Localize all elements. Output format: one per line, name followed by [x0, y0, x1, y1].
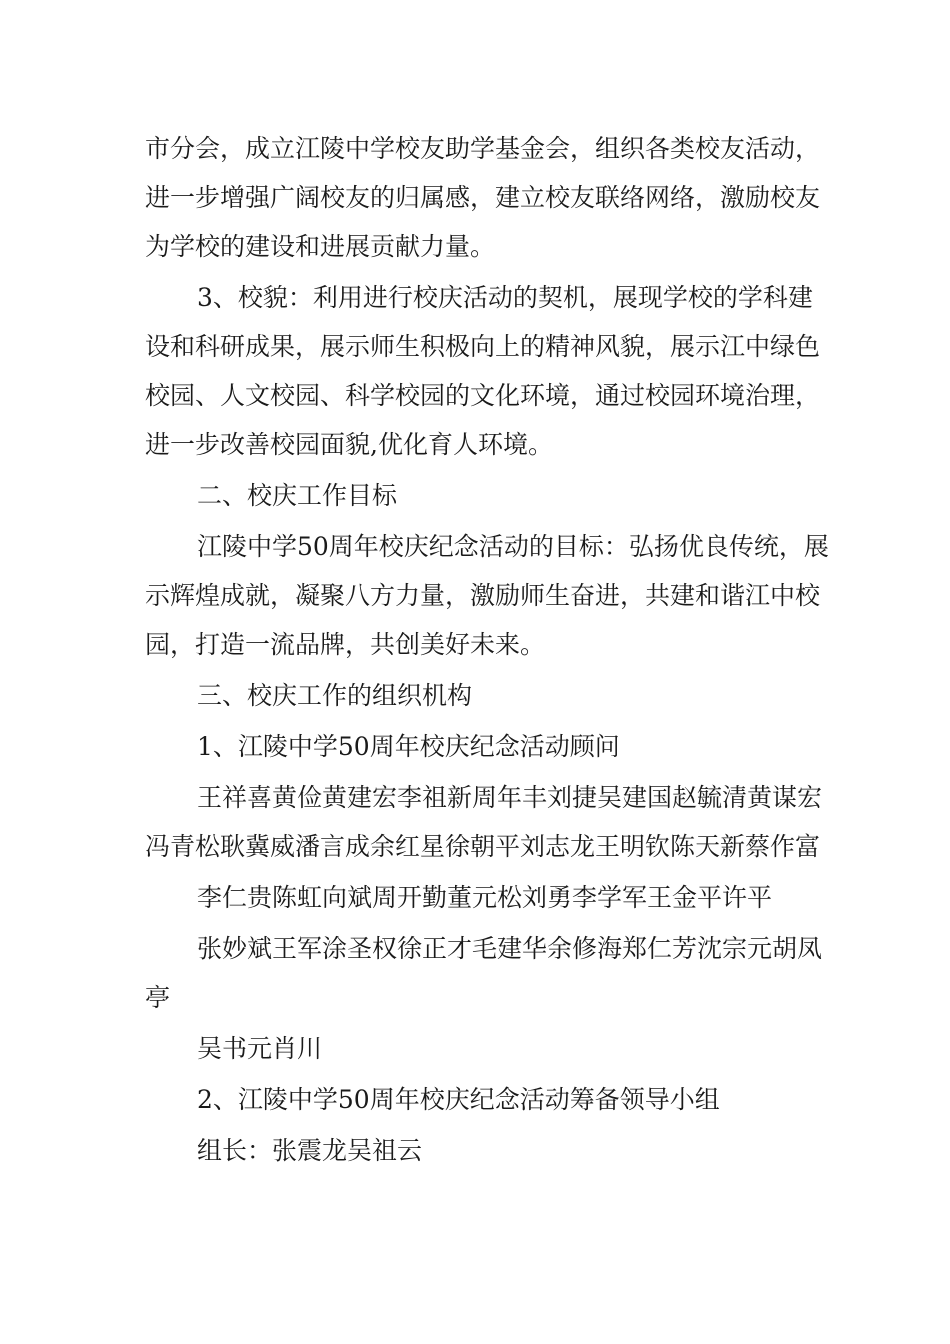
- subheading-leadership-group: 2、江陵中学50周年校庆纪念活动筹备领导小组: [197, 1085, 720, 1114]
- subheading-advisors: 1、江陵中学50周年校庆纪念活动顾问: [197, 732, 620, 761]
- paragraph-goals: 江陵中学50周年校庆纪念活动的目标：弘扬优良传统，展示辉煌成就，凝聚八方力量，激励师生奋进，共建和谐江中校园，打造一流品牌，共创美好未来。: [145, 532, 829, 659]
- advisor-names-group-3: 张妙斌王军涂圣权徐正才毛建华余修海郑仁芳沈宗元胡凤亭: [145, 934, 823, 1012]
- section-heading-goals: 二、校庆工作目标: [197, 481, 398, 510]
- advisor-names-group-2: 李仁贵陈虹向斌周开勤董元松刘勇李学军王金平许平: [197, 883, 773, 912]
- paragraph-alumni-activities: 市分会，成立江陵中学校友助学基金会，组织各类校友活动，进一步增强广阔校友的归属感，建立校友联络网络，激励校友为学校的建设和进展贡献力量。: [145, 134, 821, 261]
- paragraph-campus-appearance: 3、校貌：利用进行校庆活动的契机，展现学校的学科建设和科研成果，展示师生积极向上的精神风貌，展示江中绿色校园、人文校园、科学校园的文化环境，通过校园环境治理，进一步改善校园面貌,优化育人环境。: [145, 283, 821, 459]
- section-heading-organization: 三、校庆工作的组织机构: [197, 681, 473, 710]
- advisor-names-group-4: 吴书元肖川: [197, 1034, 323, 1063]
- document-body: [145, 124, 835, 1177]
- leadership-group-leaders: 组长：张震龙吴祖云: [197, 1136, 423, 1165]
- advisor-names-group-1: 王祥喜黄俭黄建宏李祖新周年丰刘捷吴建国赵毓清黄谋宏冯青松耿冀威潘言成余红星徐朝平刘志龙王明钦陈天新蔡作富: [145, 783, 823, 861]
